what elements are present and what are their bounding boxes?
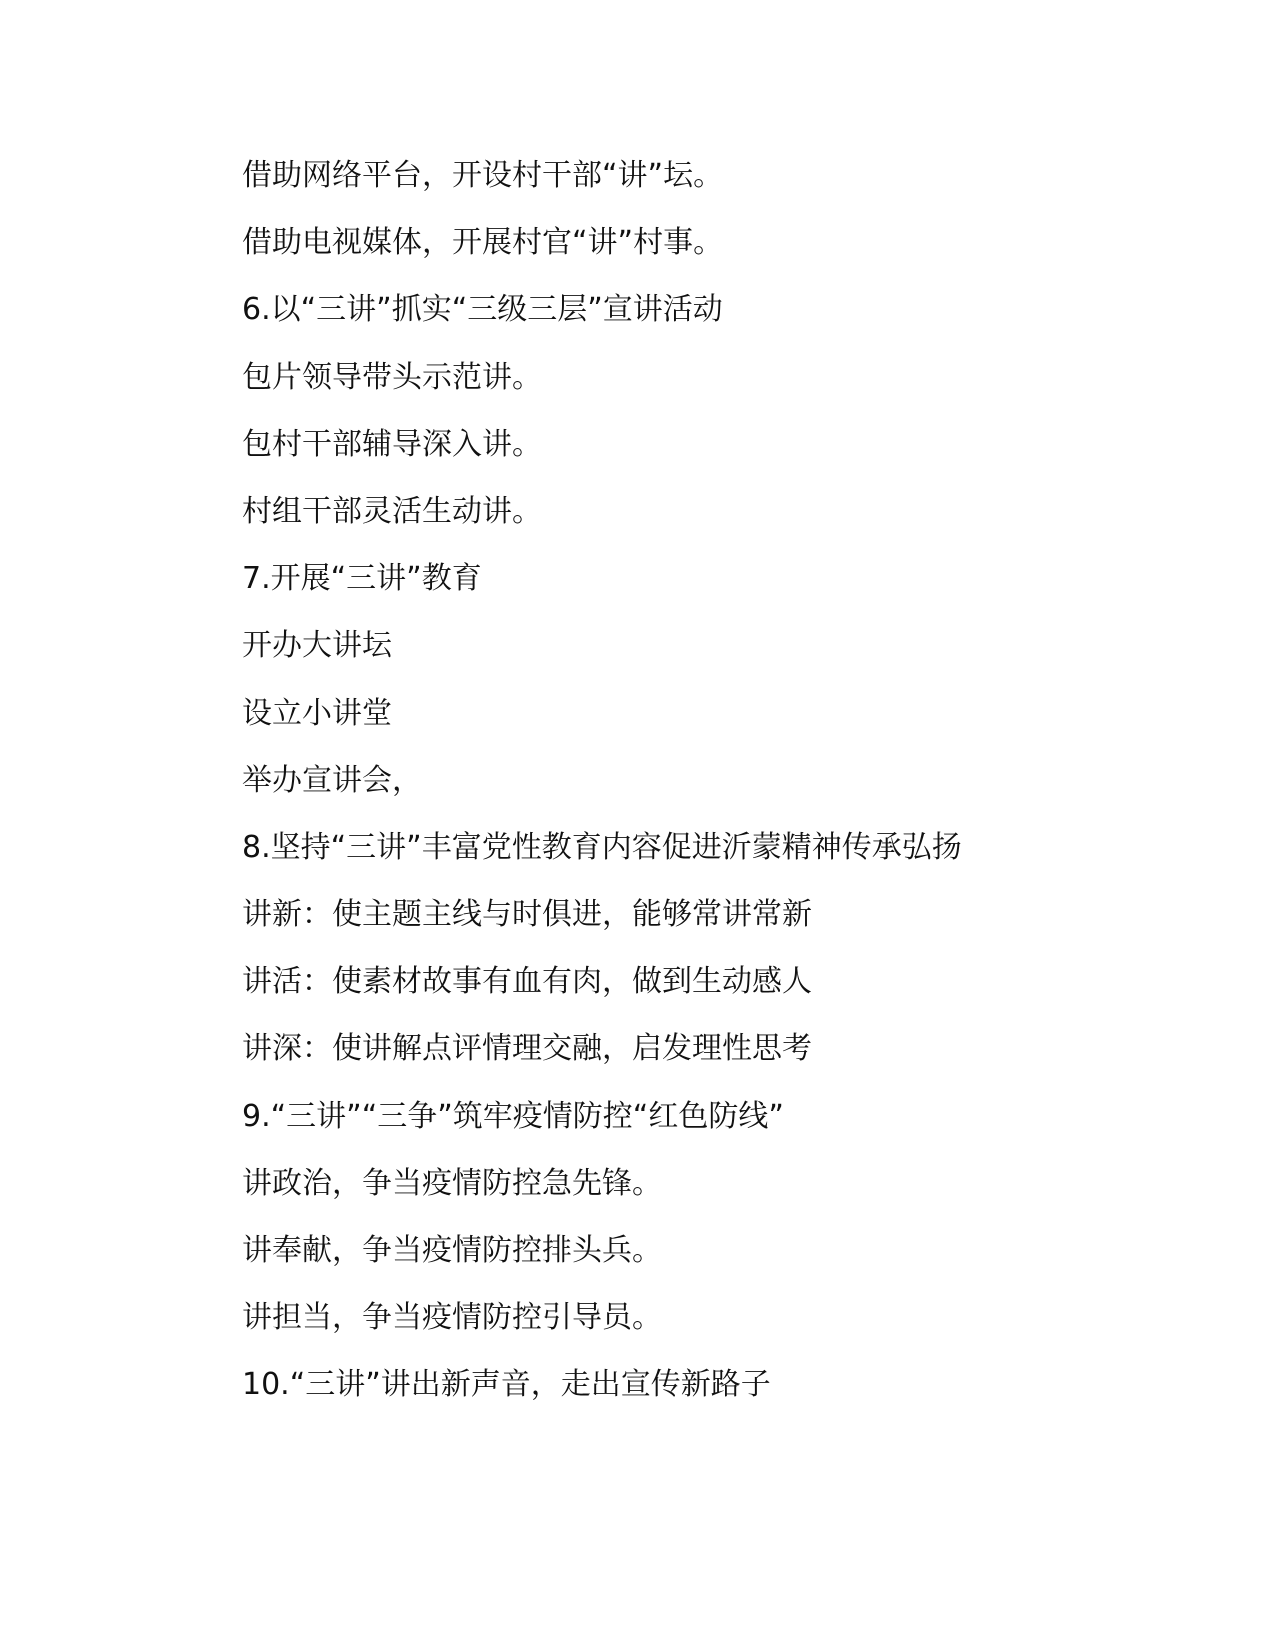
- text-line: 讲奉献，争当疫情防控排头兵。: [242, 1233, 662, 1268]
- text-line: 讲深：使讲解点评情理交融，启发理性思考: [242, 1031, 812, 1067]
- text-line: 包村干部辅导深入讲。: [242, 426, 542, 462]
- section-heading: 6.以“三讲”抓实“三级三层”宣讲活动: [242, 292, 723, 328]
- section-heading: 8.坚持“三讲”丰富党性教育内容促进沂蒙精神传承弘扬: [242, 829, 962, 865]
- section-heading: 10.“三讲”讲出新声音，走出宣传新路子: [242, 1367, 771, 1403]
- text-line: 设立小讲堂: [242, 695, 392, 731]
- text-line: 借助网络平台，开设村干部“讲”坛。: [242, 158, 724, 193]
- section-heading: 9.“三讲”“三争”筑牢疫情防控“红色防线”: [242, 1098, 784, 1134]
- text-line: 讲活：使素材故事有血有肉，做到生动感人: [242, 964, 812, 1000]
- text-line: 开办大讲坛: [242, 628, 392, 664]
- text-line: 讲担当，争当疫情防控引导员。: [242, 1300, 662, 1336]
- text-line: 包片领导带头示范讲。: [242, 359, 542, 395]
- text-line: 讲政治，争当疫情防控急先锋。: [242, 1165, 662, 1201]
- document-body: [242, 152, 1142, 1429]
- text-line: 村组干部灵活生动讲。: [242, 493, 542, 529]
- section-heading: 7.开展“三讲”教育: [242, 561, 482, 597]
- text-line: 举办宣讲会，: [242, 762, 422, 798]
- text-line: 借助电视媒体，开展村官“讲”村事。: [242, 225, 724, 261]
- text-line: 讲新：使主题主线与时俱进，能够常讲常新: [242, 897, 812, 933]
